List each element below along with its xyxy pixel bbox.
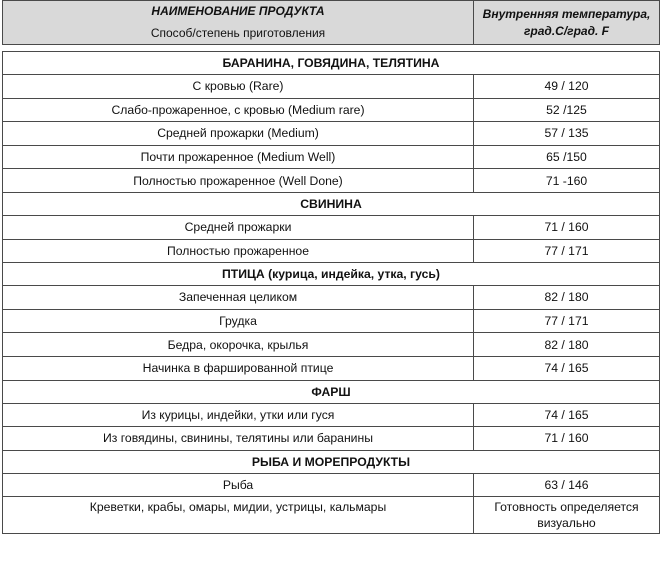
table-header-row [3, 1, 660, 45]
table-row [3, 169, 660, 193]
table-row [3, 122, 660, 146]
product-header-title: НАИМЕНОВАНИЕ ПРОДУКТА [151, 4, 325, 18]
temperature-value: 74 / 165 [474, 403, 660, 427]
temperature-value: 82 / 180 [474, 333, 660, 357]
product-name: Полностью прожаренное (Well Done) [3, 169, 474, 193]
temperature-value: 52 /125 [474, 98, 660, 122]
section-title: БАРАНИНА, ГОВЯДИНА, ТЕЛЯТИНА [3, 52, 660, 75]
table-row [3, 286, 660, 310]
temperature-value: 49 / 120 [474, 75, 660, 99]
product-name: Рыба [3, 473, 474, 497]
temperature-value: 71 / 160 [474, 215, 660, 239]
product-name: Из курицы, индейки, утки или гуся [3, 403, 474, 427]
section-title: ФАРШ [3, 380, 660, 403]
table-row [3, 497, 660, 534]
product-name: Средней прожарки (Medium) [3, 122, 474, 146]
product-name: Запеченная целиком [3, 286, 474, 310]
product-name: Креветки, крабы, омары, мидии, устрицы, кальмары [3, 497, 474, 534]
temperature-table [2, 0, 660, 534]
temperature-header-line2: град.С/град. F [524, 23, 609, 38]
table-row [3, 75, 660, 99]
temperature-value: 82 / 180 [474, 286, 660, 310]
table-row [3, 473, 660, 497]
section-title: РЫБА И МОРЕПРОДУКТЫ [3, 450, 660, 473]
temperature-value: 65 /150 [474, 145, 660, 169]
table-row [3, 403, 660, 427]
table-row [3, 239, 660, 263]
section-title: СВИНИНА [3, 192, 660, 215]
product-name: Из говядины, свинины, телятины или баранины [3, 427, 474, 451]
temperature-header-line1: Внутренняя температура, [482, 6, 651, 21]
table-row [3, 98, 660, 122]
product-name: Почти прожаренное (Medium Well) [3, 145, 474, 169]
product-name: Средней прожарки [3, 215, 474, 239]
temperature-value: Готовность определяется визуально [474, 497, 660, 534]
product-header-subtitle: Способ/степень приготовления [150, 26, 326, 40]
temperature-value: 77 / 171 [474, 239, 660, 263]
table-row [3, 215, 660, 239]
temperature-column-header [474, 1, 660, 45]
table-row [3, 309, 660, 333]
product-name: Грудка [3, 309, 474, 333]
section-header-row [3, 263, 660, 286]
table-row [3, 333, 660, 357]
temperature-value: 77 / 171 [474, 309, 660, 333]
section-header-row [3, 192, 660, 215]
product-name: С кровью (Rare) [3, 75, 474, 99]
temperature-value: 74 / 165 [474, 356, 660, 380]
table-row [3, 427, 660, 451]
temperature-value: 71 / 160 [474, 427, 660, 451]
product-column-header [3, 1, 474, 45]
section-header-row [3, 450, 660, 473]
product-name: Бедра, окорочка, крылья [3, 333, 474, 357]
product-name: Полностью прожаренное [3, 239, 474, 263]
temperature-value: 63 / 146 [474, 473, 660, 497]
section-title: ПТИЦА (курица, индейка, утка, гусь) [3, 263, 660, 286]
spacer-row [3, 45, 660, 52]
table-row [3, 145, 660, 169]
temperature-value: 57 / 135 [474, 122, 660, 146]
section-header-row [3, 52, 660, 75]
temperature-value: 71 -160 [474, 169, 660, 193]
table-row [3, 356, 660, 380]
product-name: Начинка в фаршированной птице [3, 356, 474, 380]
product-name: Слабо-прожаренное, с кровью (Medium rare) [3, 98, 474, 122]
section-header-row [3, 380, 660, 403]
